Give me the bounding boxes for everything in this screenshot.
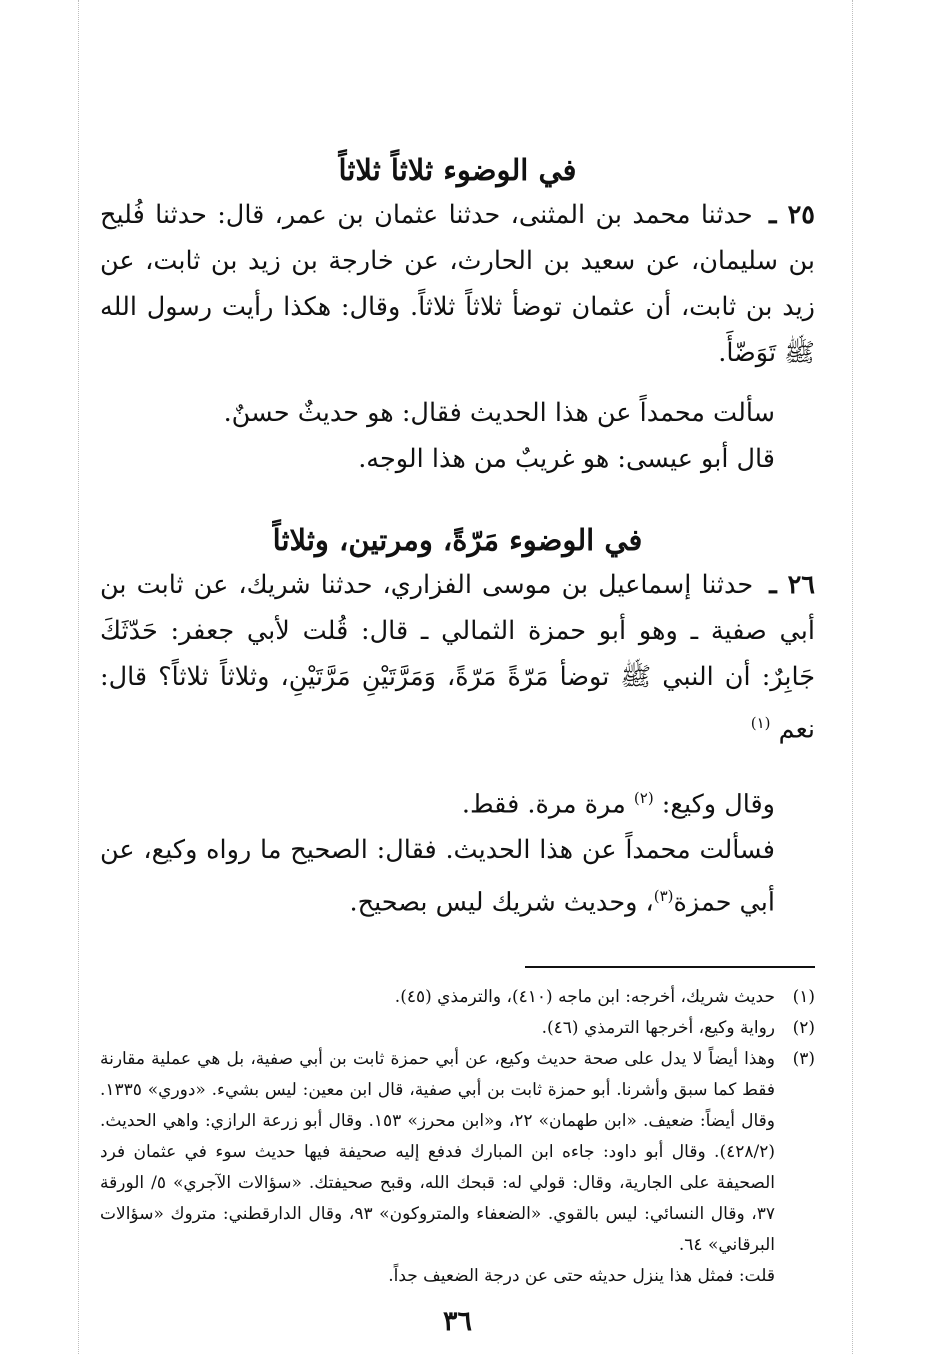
- hadith-26-comment-1: [100, 775, 815, 828]
- comment-text: مرة مرة. فقط.: [461, 789, 626, 819]
- footnote-text: وهذا أيضاً لا يدل على صحة حديث وكيع، عن أبي حمزة ثابت بن أبي صفية، بل هي عملية مقارنة فقط كما سبق وأشرنا. أبو حمزة ثابت بن أبي صفية، قال ابن معين: ليس بشيء. «دوري» ١٣٣٥. وقال أيضاً: ضعيف. «ابن طهمان» ٢٢، و«ابن محرز» ١٥٣. وقال أبو زرعة الرازي: واهي الحديث. (٤٢٨/٢). وقال أبو داود: جاءه ابن المبارك فدفع إليه صحيفة فيها حديث سوء في عثمان فرد الصحيفة على الجارية، وقال: قولي له: قبحك الله، وقبح صحيفتك. «سؤالات الآجري» ٥/ الورقة ٣٧، وقال النسائي: ليس بالقوي. «الضعفاء والمتروكون» ٩٣، وقال الدارقطني: متروك «سؤالات البرقاني» ٦٤.: [100, 1048, 776, 1255]
- right-margin-dotted-line: [852, 0, 853, 1354]
- hadith-number: ٢٥ ـ: [769, 200, 815, 230]
- footnote: [100, 1013, 815, 1044]
- footnote-text: حديث شريك، أخرجه: ابن ماجه (٤١٠)، والترمذي (٤٥).: [394, 986, 775, 1007]
- hadith-text: حدثنا محمد بن المثنى، حدثنا عثمان بن عمر، قال: حدثنا فُليح بن سليمان، عن سعيد بن الحارث، عن خارجة بن زيد بن ثابت، عن زيد بن ثابت، أن عثمان توضأ ثلاثاً ثلاثاً. وقال: هكذا رأيت رسول الله ﷺ تَوَضّأَ.: [100, 200, 815, 368]
- comment-text: ، وحديث شريك ليس بصحيح.: [349, 887, 654, 918]
- hadith-25-comment-2: قال أبو عيسى: هو غريبٌ من هذا الوجه.: [358, 444, 775, 474]
- footnote: [100, 982, 815, 1013]
- document-page: [100, 130, 815, 1337]
- page-number: ٣٦: [442, 1305, 472, 1337]
- hadith-25-comment-1: سألت محمداً عن هذا الحديث فقال: هو حديثٌ حسنٌ.: [223, 398, 775, 428]
- footnote-text: رواية وكيع، أخرجها الترمذي (٤٦).: [541, 1017, 775, 1038]
- comment-text: وقال وكيع:: [661, 789, 775, 819]
- hadith-number: ٢٦ ـ: [769, 570, 815, 600]
- hadith-25: [100, 192, 815, 376]
- footnote-closing: قلت: فمثل هذا ينزل حديثه حتى عن درجة الضعيف جداً.: [388, 1265, 775, 1286]
- chapter-heading-1: في الوضوء ثلاثاً ثلاثاً: [338, 153, 577, 187]
- footnote-number: (٢): [792, 1017, 815, 1038]
- footnote-ref: (١): [750, 714, 771, 732]
- footnote: [100, 1044, 815, 1261]
- footnote-number: (١): [792, 986, 815, 1007]
- chapter-heading-2: في الوضوء مَرّةً، ومرتين، وثلاثاً: [272, 523, 643, 557]
- hadith-26-comment-2: [100, 827, 815, 926]
- footnote-ref: (٣): [653, 887, 674, 905]
- footnote-separator: [525, 966, 815, 968]
- footnote-ref: (٢): [633, 788, 654, 807]
- comment-text: فسألت محمداً عن هذا الحديث. فقال: الصحيح ما رواه وكيع، عن أبي حمزة: [100, 835, 775, 918]
- footnote-number: (٣): [792, 1048, 815, 1069]
- hadith-text: حدثنا إسماعيل بن موسى الفزاري، حدثنا شريك، عن ثابت بن أبي صفية ـ وهو أبو حمزة الثمالي ـ قال: قُلت لأبي جعفر: حَدّثَكَ جَابِرٌ: أن النبي ﷺ توضأ مَرّةً مَرّةً، وَمَرَّتَيْنِ مَرَّتَيْنِ، وثلاثاً ثلاثاً؟ قال: نعم: [100, 570, 815, 745]
- footnotes: [100, 982, 815, 1292]
- left-margin-dotted-line: [78, 0, 79, 1354]
- hadith-26: [100, 562, 815, 753]
